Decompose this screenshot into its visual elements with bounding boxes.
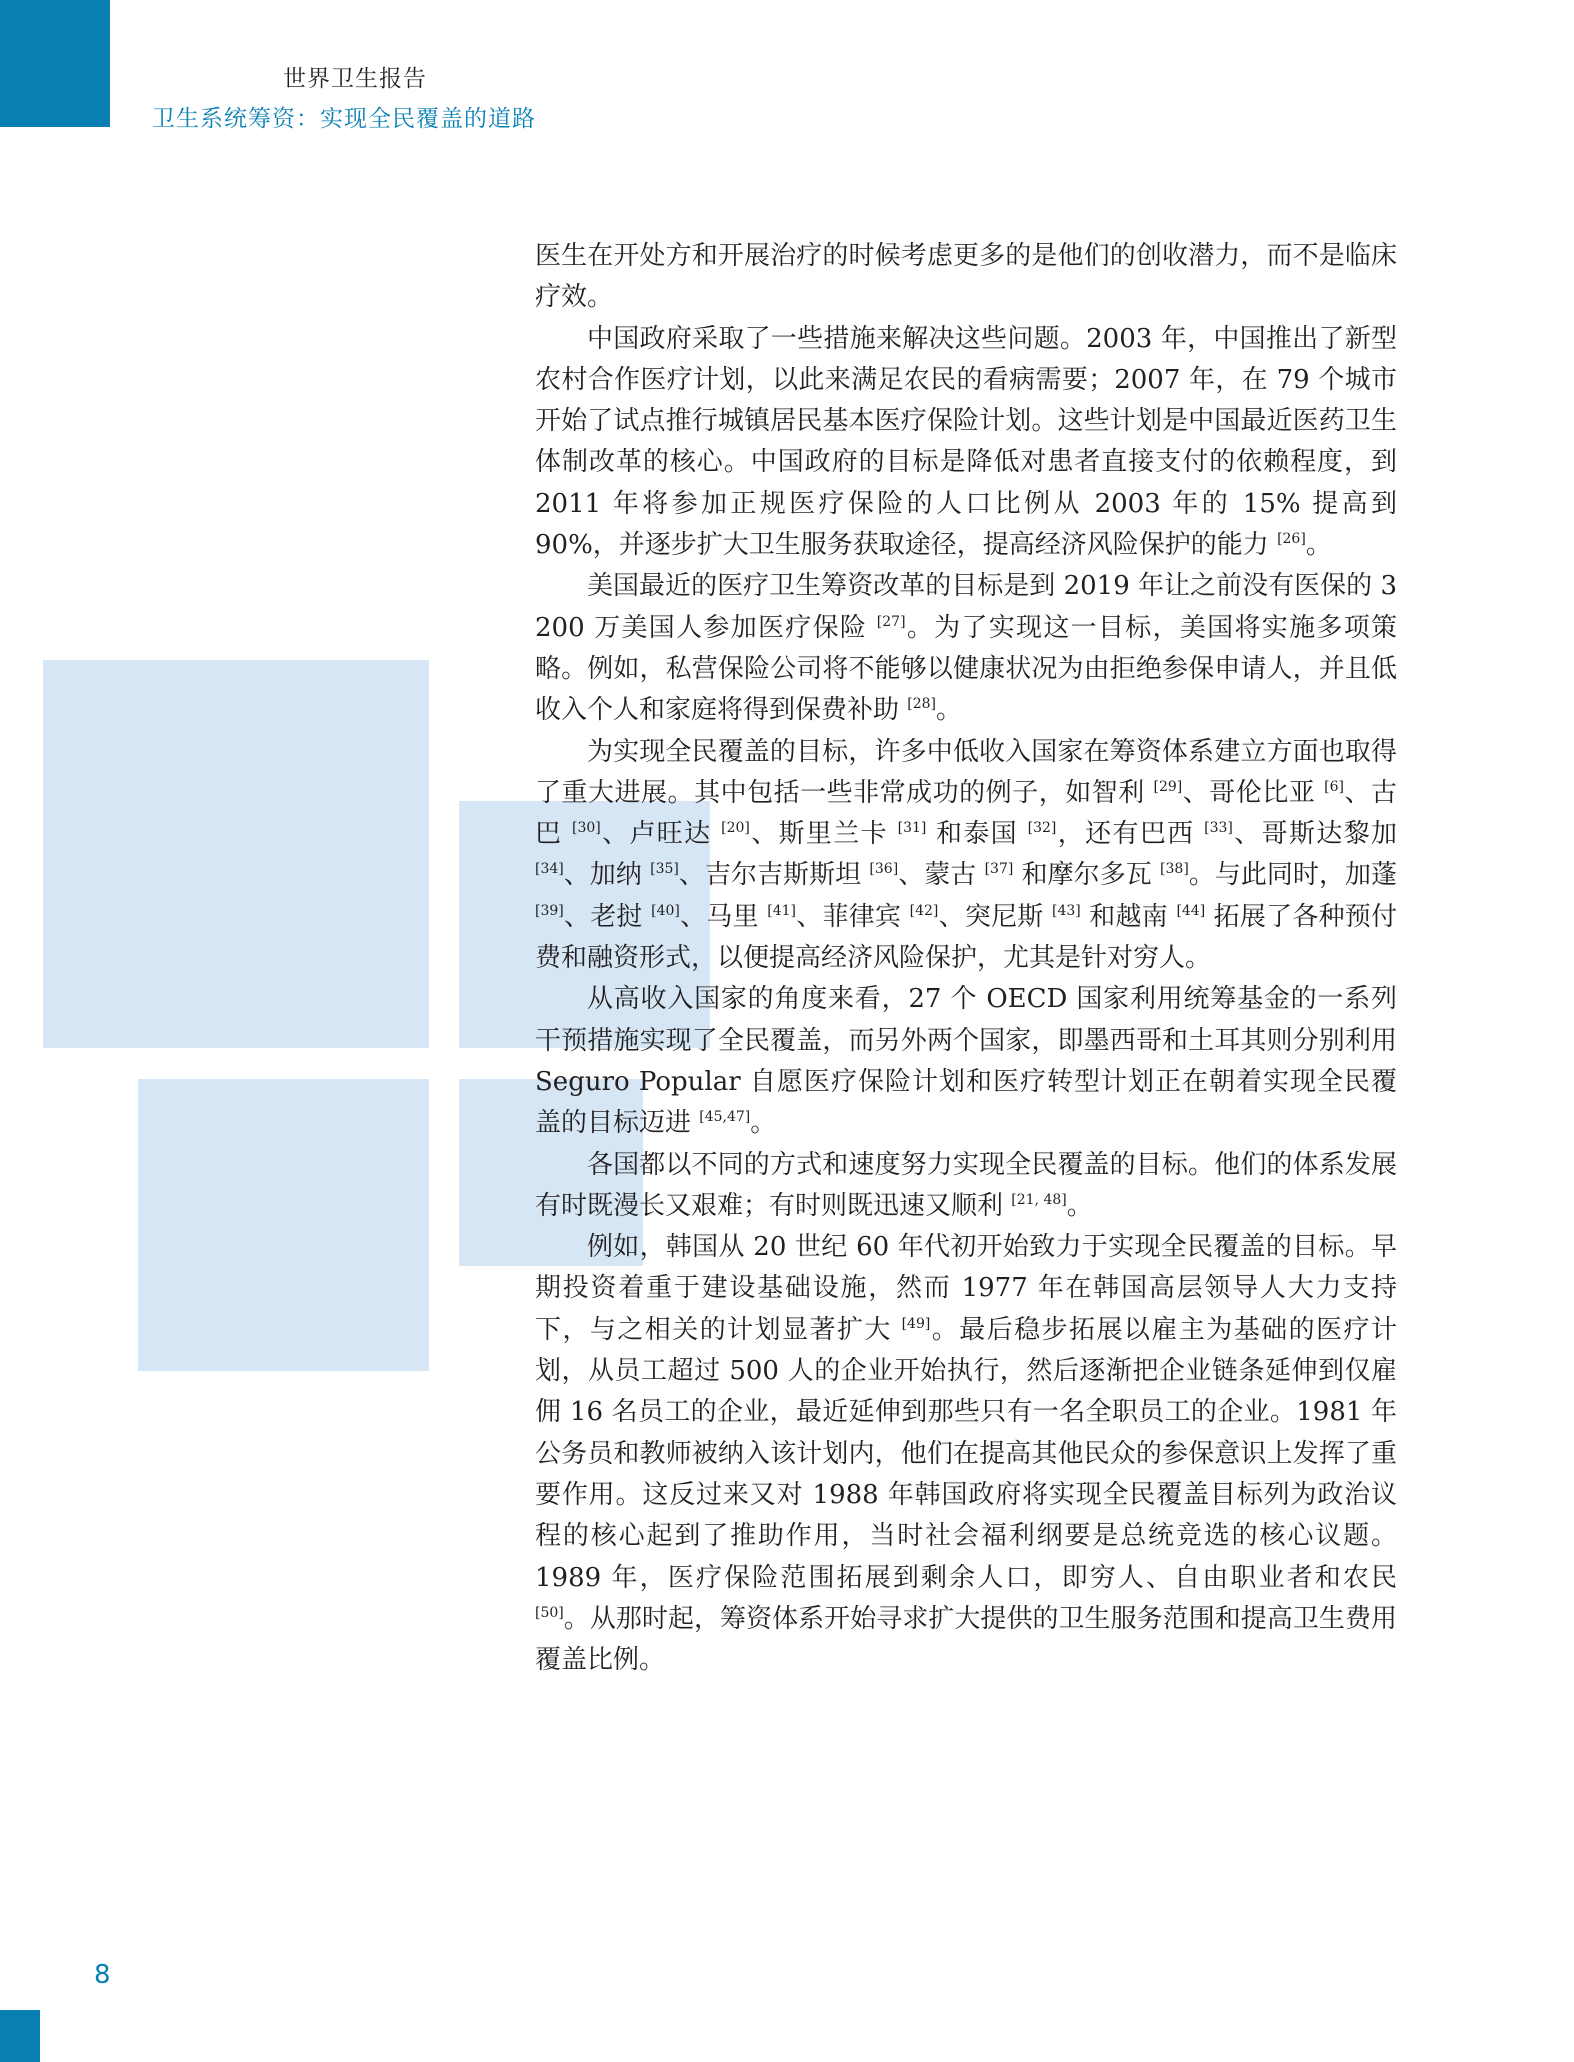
citation-marker: [38] <box>1160 861 1189 878</box>
citation-marker: [50] <box>535 1604 564 1621</box>
citation-marker: [34] <box>535 861 564 878</box>
paragraph: 中国政府采取了一些措施来解决这些问题。2003 年，中国推出了新型农村合作医疗计划，以此来满足农民的看病需要；2007 年，在 79 个城市开始了试点推行城镇居民基本医疗保险计划。这些计划是中国最近医药卫生体制改革的核心。中国政府的目标是降低对患者直接支付的依赖程度，到 2011 年将参加正规医疗保险的人口比例从 2003 年的 15% 提高到 90%，并逐步扩大卫生服务获取途径，提高经济风险保护的能力 [26]。 <box>535 323 1397 561</box>
report-subtitle: 卫生系统筹资：实现全民覆盖的道路 <box>152 106 536 132</box>
paragraph: 从高收入国家的角度来看，27 个 OECD 国家利用统筹基金的一系列干预措施实现了全民覆盖，而另外两个国家，即墨西哥和土耳其则分别利用 Seguro Popular 自愿医疗保险计划和医疗转型计划正在朝着实现全民覆盖的目标迈进 [45,47]。 <box>535 984 1397 1139</box>
page-number: 8 <box>94 1960 111 1990</box>
citation-marker: [45,47] <box>699 1109 751 1126</box>
paragraph: 医生在开处方和开展治疗的时候考虑更多的是他们的创收潜力，而不是临床疗效。 <box>535 241 1397 313</box>
citation-marker: [36] <box>869 861 899 878</box>
paragraph: 为实现全民覆盖的目标，许多中低收入国家在筹资体系建立方面也取得了重大进展。其中包括一些非常成功的例子，如智利 [29]、哥伦比亚 [6]、古巴 [30]、卢旺达 [20]、斯里兰卡 [31] 和泰国 [32]，还有巴西 [33]、哥斯达黎加 [34]、加纳 [35]、吉尔吉斯斯坦 [36]、蒙古 [37] 和摩尔多瓦 [38]。与此同时，加蓬 [39]、老挝 [40]、马里 [41]、菲律宾 [42]、突尼斯 [43] 和越南 [44] 拓展了各种预付费和融资形式，以便提高经济风险保护，尤其是针对穷人。 <box>535 736 1398 974</box>
citation-marker: [35] <box>650 861 679 878</box>
citation-marker: [30] <box>571 820 601 837</box>
decorative-square <box>43 660 429 1048</box>
paragraph: 各国都以不同的方式和速度努力实现全民覆盖的目标。他们的体系发展有时既漫长又艰难；有时则既迅速又顺利 [21, 48]。 <box>535 1149 1397 1221</box>
citation-marker: [33] <box>1204 820 1233 837</box>
citation-marker: [21, 48] <box>1011 1191 1067 1208</box>
citation-marker: [26] <box>1277 531 1306 548</box>
citation-marker: [29] <box>1153 778 1183 795</box>
citation-marker: [6] <box>1324 778 1344 795</box>
citation-marker: [41] <box>767 902 797 919</box>
citation-marker: [43] <box>1052 902 1081 919</box>
report-title: 世界卫生报告 <box>283 66 427 92</box>
footer-accent-block <box>0 2010 40 2062</box>
citation-marker: [28] <box>907 696 937 713</box>
citation-marker: [32] <box>1027 820 1057 837</box>
paragraph: 美国最近的医疗卫生筹资改革的目标是到 2019 年让之前没有医保的 3 200 万美国人参加医疗保险 [27]。为了实现这一目标，美国将实施多项策略。例如，私营保险公司将不能够以健康状况为由拒绝参保申请人，并且低收入个人和家庭将得到保费补助 [28]。 <box>535 571 1397 726</box>
citation-marker: [49] <box>901 1315 931 1332</box>
citation-marker: [27] <box>876 613 906 630</box>
decorative-square <box>138 1079 429 1371</box>
citation-marker: [40] <box>651 902 680 919</box>
citation-marker: [20] <box>721 820 750 837</box>
body-text <box>535 236 1397 1681</box>
citation-marker: [31] <box>897 820 927 837</box>
citation-marker: [39] <box>535 902 564 919</box>
citation-marker: [44] <box>1176 902 1206 919</box>
citation-marker: [37] <box>984 861 1014 878</box>
citation-marker: [42] <box>909 902 939 919</box>
paragraph: 例如，韩国从 20 世纪 60 年代初开始致力于实现全民覆盖的目标。早期投资着重于建设基础设施，然而 1977 年在韩国高层领导人大力支持下，与之相关的计划显著扩大 [49]。最后稳步拓展以雇主为基础的医疗计划，从员工超过 500 人的企业开始执行，然后逐渐把企业链条延伸到仅雇佣 16 名员工的企业，最近延伸到那些只有一名全职员工的企业。1981 年公务员和教师被纳入该计划内，他们在提高其他民众的参保意识上发挥了重要作用。这反过来又对 1988 年韩国政府将实现全民覆盖目标列为政治议程的核心起到了推助作用，当时社会福利纲要是总统竞选的核心议题。1989 年，医疗保险范围拓展到剩余人口，即穷人、自由职业者和农民 [50]。从那时起，筹资体系开始寻求扩大提供的卫生服务范围和提高卫生费用覆盖比例。 <box>535 1232 1397 1676</box>
header-accent-block <box>0 0 110 127</box>
